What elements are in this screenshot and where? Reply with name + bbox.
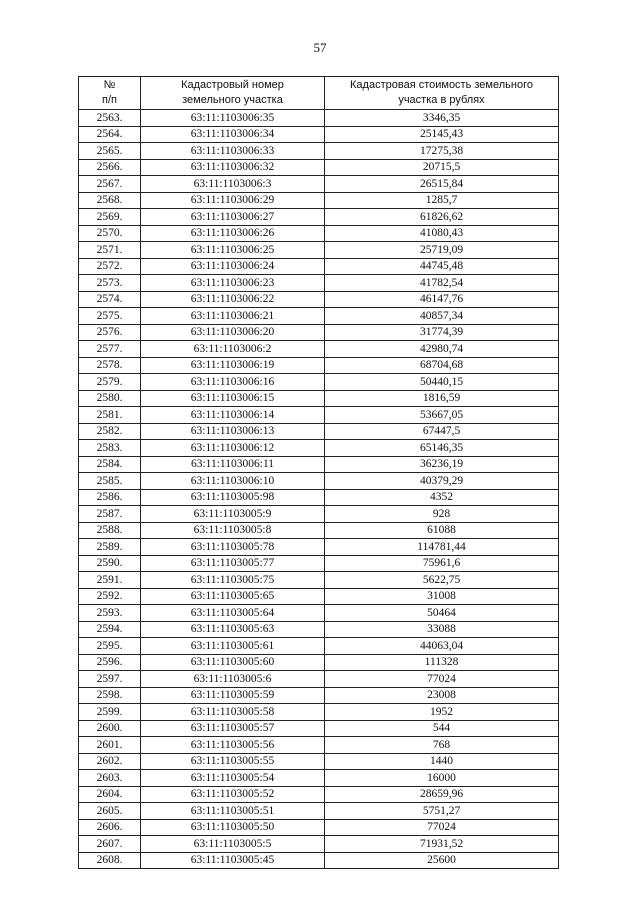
table-row	[79, 423, 559, 440]
table-row	[79, 143, 559, 160]
cell-cadastral-number: 63:11:1103005:59	[141, 687, 325, 704]
cell-cadastral-value: 111328	[325, 654, 559, 671]
header-row-number	[79, 77, 141, 110]
table-row	[79, 687, 559, 704]
header-cadastral-number-line1: Кадастровый номер	[181, 79, 284, 91]
cadastral-value-table	[78, 76, 559, 869]
table-row	[79, 407, 559, 424]
cell-cadastral-value: 46147,76	[325, 291, 559, 308]
cell-cadastral-value: 1285,7	[325, 192, 559, 209]
cell-row-number: 2566.	[79, 159, 141, 176]
cell-cadastral-number: 63:11:1103006:32	[141, 159, 325, 176]
cell-cadastral-value: 1440	[325, 753, 559, 770]
table-row	[79, 836, 559, 853]
table-row	[79, 638, 559, 655]
cell-cadastral-number: 63:11:1103005:64	[141, 605, 325, 622]
cell-cadastral-value: 61088	[325, 522, 559, 539]
table-row	[79, 539, 559, 556]
table-row	[79, 605, 559, 622]
cell-cadastral-value: 25600	[325, 852, 559, 869]
table-row	[79, 852, 559, 869]
table-row	[79, 473, 559, 490]
cell-cadastral-value: 544	[325, 720, 559, 737]
table-row	[79, 522, 559, 539]
cell-cadastral-value: 33088	[325, 621, 559, 638]
cell-row-number: 2594.	[79, 621, 141, 638]
cell-cadastral-number: 63:11:1103006:33	[141, 143, 325, 160]
header-cadastral-value	[325, 77, 559, 110]
cell-cadastral-value: 928	[325, 506, 559, 523]
cell-cadastral-value: 26515,84	[325, 176, 559, 193]
cell-row-number: 2579.	[79, 374, 141, 391]
cell-cadastral-number: 63:11:1103005:51	[141, 803, 325, 820]
cell-cadastral-number: 63:11:1103006:2	[141, 341, 325, 358]
page-number: 57	[313, 40, 327, 55]
cell-row-number: 2574.	[79, 291, 141, 308]
table-row	[79, 374, 559, 391]
cell-cadastral-number: 63:11:1103006:19	[141, 357, 325, 374]
header-row-number-line1: №	[103, 79, 116, 91]
cell-cadastral-number: 63:11:1103006:13	[141, 423, 325, 440]
cell-cadastral-value: 1952	[325, 704, 559, 721]
table-row	[79, 308, 559, 325]
cell-cadastral-number: 63:11:1103005:52	[141, 786, 325, 803]
cell-row-number: 2570.	[79, 225, 141, 242]
cell-row-number: 2563.	[79, 110, 141, 127]
table-row	[79, 819, 559, 836]
cell-cadastral-value: 4352	[325, 489, 559, 506]
cell-cadastral-number: 63:11:1103005:55	[141, 753, 325, 770]
table-row	[79, 341, 559, 358]
cell-row-number: 2582.	[79, 423, 141, 440]
table-row	[79, 110, 559, 127]
cell-cadastral-value: 61826,62	[325, 209, 559, 226]
cell-row-number: 2571.	[79, 242, 141, 259]
table-row	[79, 225, 559, 242]
cell-row-number: 2608.	[79, 852, 141, 869]
table-row	[79, 258, 559, 275]
table-row	[79, 275, 559, 292]
table-row	[79, 209, 559, 226]
table-row	[79, 126, 559, 143]
table-row	[79, 588, 559, 605]
cell-row-number: 2585.	[79, 473, 141, 490]
table-body	[79, 110, 559, 869]
cell-cadastral-value: 28659,96	[325, 786, 559, 803]
cell-cadastral-number: 63:11:1103006:14	[141, 407, 325, 424]
cell-row-number: 2580.	[79, 390, 141, 407]
table-row	[79, 720, 559, 737]
cell-cadastral-number: 63:11:1103005:77	[141, 555, 325, 572]
table-row	[79, 671, 559, 688]
cell-row-number: 2591.	[79, 572, 141, 589]
table-row	[79, 242, 559, 259]
cell-row-number: 2569.	[79, 209, 141, 226]
table-row	[79, 192, 559, 209]
cell-row-number: 2599.	[79, 704, 141, 721]
cell-cadastral-number: 63:11:1103006:16	[141, 374, 325, 391]
cell-cadastral-value: 25719,09	[325, 242, 559, 259]
cell-cadastral-number: 63:11:1103006:35	[141, 110, 325, 127]
table-row	[79, 555, 559, 572]
cell-cadastral-value: 41080,43	[325, 225, 559, 242]
cell-cadastral-number: 63:11:1103006:22	[141, 291, 325, 308]
cell-cadastral-value: 17275,38	[325, 143, 559, 160]
cell-cadastral-value: 31008	[325, 588, 559, 605]
cell-cadastral-number: 63:11:1103005:45	[141, 852, 325, 869]
cell-cadastral-number: 63:11:1103006:15	[141, 390, 325, 407]
cell-cadastral-value: 20715,5	[325, 159, 559, 176]
cell-cadastral-number: 63:11:1103005:54	[141, 770, 325, 787]
cell-row-number: 2577.	[79, 341, 141, 358]
cell-cadastral-value: 67447,5	[325, 423, 559, 440]
cell-row-number: 2597.	[79, 671, 141, 688]
cell-cadastral-number: 63:11:1103005:5	[141, 836, 325, 853]
cell-cadastral-value: 25145,43	[325, 126, 559, 143]
cell-cadastral-number: 63:11:1103005:50	[141, 819, 325, 836]
cell-cadastral-value: 40379,29	[325, 473, 559, 490]
cell-row-number: 2590.	[79, 555, 141, 572]
cell-cadastral-number: 63:11:1103005:98	[141, 489, 325, 506]
cell-cadastral-value: 1816,59	[325, 390, 559, 407]
cell-row-number: 2575.	[79, 308, 141, 325]
cell-row-number: 2601.	[79, 737, 141, 754]
cell-cadastral-value: 41782,54	[325, 275, 559, 292]
cell-cadastral-value: 5622,75	[325, 572, 559, 589]
cell-cadastral-number: 63:11:1103005:9	[141, 506, 325, 523]
cell-cadastral-number: 63:11:1103005:8	[141, 522, 325, 539]
cell-cadastral-number: 63:11:1103006:21	[141, 308, 325, 325]
cell-cadastral-value: 23008	[325, 687, 559, 704]
cell-cadastral-number: 63:11:1103006:34	[141, 126, 325, 143]
table-row	[79, 803, 559, 820]
table-row	[79, 159, 559, 176]
cell-cadastral-value: 16000	[325, 770, 559, 787]
cell-cadastral-value: 40857,34	[325, 308, 559, 325]
cell-row-number: 2573.	[79, 275, 141, 292]
cell-row-number: 2576.	[79, 324, 141, 341]
cell-cadastral-value: 50440,15	[325, 374, 559, 391]
cell-cadastral-number: 63:11:1103006:24	[141, 258, 325, 275]
cell-row-number: 2606.	[79, 819, 141, 836]
cell-cadastral-value: 71931,52	[325, 836, 559, 853]
cell-row-number: 2607.	[79, 836, 141, 853]
cell-cadastral-value: 3346,35	[325, 110, 559, 127]
cell-cadastral-number: 63:11:1103005:60	[141, 654, 325, 671]
cell-cadastral-number: 63:11:1103005:75	[141, 572, 325, 589]
cell-cadastral-value: 68704,68	[325, 357, 559, 374]
table-row	[79, 753, 559, 770]
cell-cadastral-value: 114781,44	[325, 539, 559, 556]
cell-cadastral-number: 63:11:1103006:25	[141, 242, 325, 259]
cell-cadastral-value: 75961,6	[325, 555, 559, 572]
cell-row-number: 2593.	[79, 605, 141, 622]
table-row	[79, 506, 559, 523]
cell-cadastral-value: 5751,27	[325, 803, 559, 820]
table-header-row	[79, 77, 559, 110]
cell-row-number: 2595.	[79, 638, 141, 655]
cell-row-number: 2605.	[79, 803, 141, 820]
cell-cadastral-value: 44745,48	[325, 258, 559, 275]
table-row	[79, 176, 559, 193]
cell-row-number: 2603.	[79, 770, 141, 787]
table-row	[79, 786, 559, 803]
table-row	[79, 770, 559, 787]
cell-cadastral-value: 77024	[325, 671, 559, 688]
table-row	[79, 654, 559, 671]
header-cadastral-number	[141, 77, 325, 110]
header-cadastral-number-line2: земельного участка	[182, 94, 283, 106]
cell-row-number: 2567.	[79, 176, 141, 193]
header-cadastral-value-line2: участка в рублях	[398, 94, 485, 106]
table-row	[79, 324, 559, 341]
header-cadastral-value-line1: Кадастровая стоимость земельного	[350, 79, 533, 91]
cell-cadastral-number: 63:11:1103005:65	[141, 588, 325, 605]
cell-row-number: 2602.	[79, 753, 141, 770]
table-row	[79, 440, 559, 457]
table-row	[79, 456, 559, 473]
cell-row-number: 2564.	[79, 126, 141, 143]
cell-row-number: 2589.	[79, 539, 141, 556]
header-row-number-line2: п/п	[102, 94, 117, 106]
cell-cadastral-number: 63:11:1103006:29	[141, 192, 325, 209]
cell-cadastral-value: 65146,35	[325, 440, 559, 457]
cell-row-number: 2604.	[79, 786, 141, 803]
cell-row-number: 2583.	[79, 440, 141, 457]
cell-row-number: 2586.	[79, 489, 141, 506]
cell-cadastral-value: 36236,19	[325, 456, 559, 473]
cell-cadastral-number: 63:11:1103006:12	[141, 440, 325, 457]
cell-row-number: 2565.	[79, 143, 141, 160]
table-row	[79, 357, 559, 374]
cell-row-number: 2588.	[79, 522, 141, 539]
cell-cadastral-number: 63:11:1103005:78	[141, 539, 325, 556]
table-row	[79, 737, 559, 754]
cell-cadastral-number: 63:11:1103006:27	[141, 209, 325, 226]
cell-cadastral-number: 63:11:1103006:26	[141, 225, 325, 242]
table-row	[79, 291, 559, 308]
cell-row-number: 2587.	[79, 506, 141, 523]
cell-cadastral-value: 77024	[325, 819, 559, 836]
cell-cadastral-number: 63:11:1103006:20	[141, 324, 325, 341]
table-row	[79, 621, 559, 638]
cell-row-number: 2598.	[79, 687, 141, 704]
table-row	[79, 572, 559, 589]
cell-cadastral-number: 63:11:1103005:57	[141, 720, 325, 737]
table-row	[79, 390, 559, 407]
cell-cadastral-number: 63:11:1103005:6	[141, 671, 325, 688]
table-row	[79, 489, 559, 506]
cell-cadastral-number: 63:11:1103006:3	[141, 176, 325, 193]
cell-cadastral-number: 63:11:1103005:56	[141, 737, 325, 754]
cell-row-number: 2581.	[79, 407, 141, 424]
cell-row-number: 2568.	[79, 192, 141, 209]
cell-row-number: 2572.	[79, 258, 141, 275]
cell-row-number: 2596.	[79, 654, 141, 671]
cell-cadastral-number: 63:11:1103005:58	[141, 704, 325, 721]
cell-cadastral-value: 44063,04	[325, 638, 559, 655]
cell-cadastral-value: 768	[325, 737, 559, 754]
cell-row-number: 2600.	[79, 720, 141, 737]
cell-row-number: 2578.	[79, 357, 141, 374]
cell-cadastral-value: 31774,39	[325, 324, 559, 341]
cell-cadastral-number: 63:11:1103006:11	[141, 456, 325, 473]
cell-cadastral-number: 63:11:1103005:63	[141, 621, 325, 638]
cell-cadastral-value: 42980,74	[325, 341, 559, 358]
cell-cadastral-number: 63:11:1103006:23	[141, 275, 325, 292]
cell-row-number: 2592.	[79, 588, 141, 605]
cell-cadastral-value: 50464	[325, 605, 559, 622]
cell-cadastral-number: 63:11:1103006:10	[141, 473, 325, 490]
cell-cadastral-number: 63:11:1103005:61	[141, 638, 325, 655]
cell-cadastral-value: 53667,05	[325, 407, 559, 424]
table-row	[79, 704, 559, 721]
cell-row-number: 2584.	[79, 456, 141, 473]
